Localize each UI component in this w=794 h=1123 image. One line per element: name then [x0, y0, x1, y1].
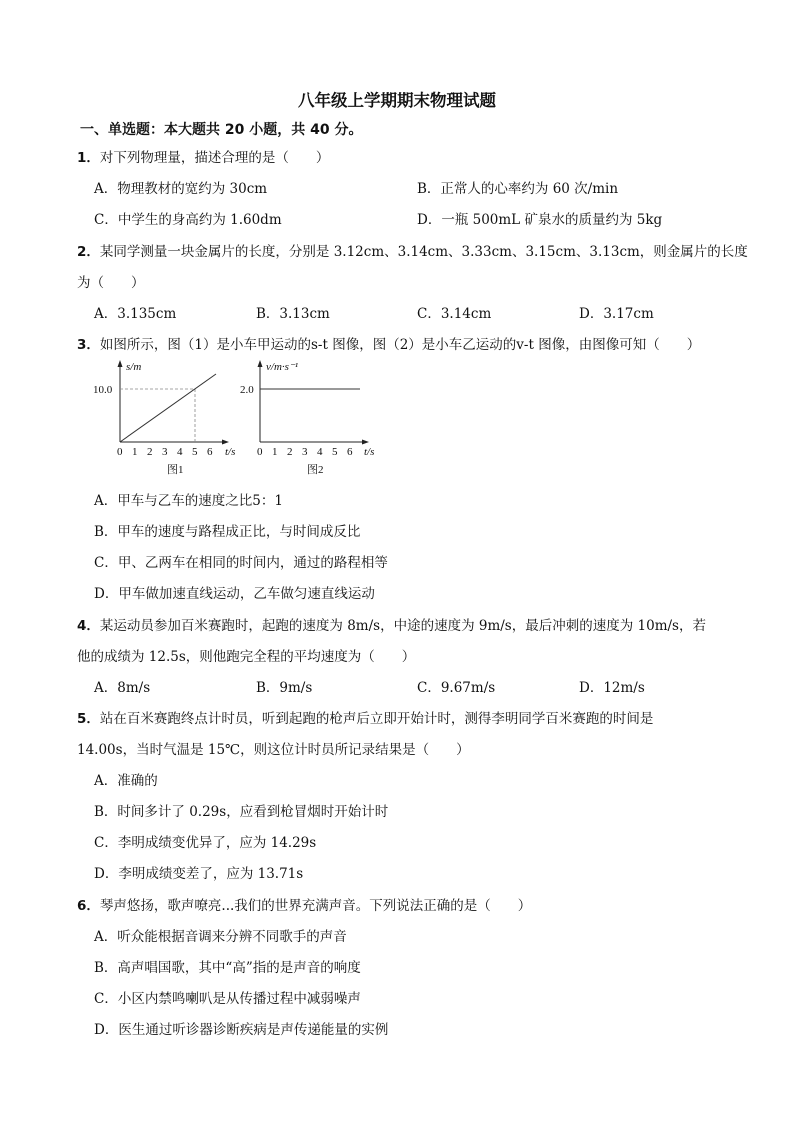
vt-x-tick: 1: [272, 446, 278, 458]
q6-option-b: B．高声唱国歌，其中“高”指的是声音的响度: [94, 960, 361, 976]
st-x-tick: 5: [192, 446, 198, 458]
st-x-label: t/s: [225, 446, 236, 458]
question-4-stem: [77, 614, 706, 634]
vt-y-arrow: [258, 360, 263, 367]
question-5-stem: [77, 707, 653, 727]
vt-graph: [240, 360, 374, 476]
vt-x-arrow: [362, 440, 369, 445]
q5-option-c: C．李明成绩变优异了，应为 14.29s: [94, 835, 317, 851]
vt-x-tick: 5: [332, 446, 338, 458]
q2-option-a: A．3.135cm: [94, 306, 177, 322]
question-text: 琴声悠扬，歌声嘹亮...我们的世界充满声音。下列说法正确的是（ ）: [99, 898, 532, 914]
st-x-tick: 2: [147, 446, 153, 458]
q5-option-a: A．准确的: [94, 773, 158, 789]
st-caption: 图1: [167, 464, 184, 476]
question-text: 某同学测量一块金属片的长度，分别是 3.12cm、3.14cm、3.33cm、3.15cm、3.13cm，则金属片的长度: [99, 244, 748, 260]
question-text: 某运动员参加百米赛跑时，起跑的速度为 8m/s，中途的速度为 9m/s，最后冲刺的速度为 10m/s，若: [99, 618, 706, 634]
st-y-tick: 10.0: [93, 384, 113, 396]
st-x-arrow: [222, 440, 229, 445]
q3-option-a: A．甲车与乙车的速度之比5：1: [94, 493, 283, 509]
vt-x-tick: 4: [317, 446, 323, 458]
question-number: 6．: [77, 898, 100, 914]
q6-option-a: A．听众能根据音调来分辨不同歌手的声音: [94, 929, 347, 945]
question-text: 站在百米赛跑终点计时员，听到起跑的枪声后立即开始计时，测得李明同学百米赛跑的时间是: [99, 711, 654, 727]
question-number: 1．: [77, 150, 100, 166]
q1-option-b: B．正常人的心率约为 60 次/min: [417, 181, 619, 197]
q1-option-d: D．一瓶 500mL 矿泉水的质量约为 5kg: [417, 212, 663, 228]
st-x-tick: 3: [162, 446, 168, 458]
q4-option-c: C．9.67m/s: [417, 680, 496, 696]
st-x-tick: 1: [132, 446, 138, 458]
vt-y-tick: 2.0: [240, 384, 254, 396]
vt-x-tick: 2: [287, 446, 293, 458]
vt-y-label: v/m·s⁻¹: [266, 361, 299, 373]
question-4-stem-cont: 他的成绩为 12.5s，则他跑完全程的平均速度为（ ）: [77, 649, 416, 665]
q2-option-c: C．3.14cm: [417, 306, 492, 322]
question-6-stem: [77, 894, 531, 914]
motion-graphs-figure: [90, 354, 390, 479]
question-2-stem: [77, 240, 748, 260]
question-3-stem: [77, 333, 700, 353]
question-number: 2．: [77, 244, 100, 260]
q5-option-d: D．李明成绩变差了，应为 13.71s: [94, 866, 304, 882]
q2-option-b: B．3.13cm: [256, 306, 330, 322]
question-number: 5．: [77, 711, 100, 727]
vt-x-label: t/s: [364, 446, 375, 458]
q3-option-c: C．甲、乙两车在相同的时间内，通过的路程相等: [94, 555, 388, 571]
q2-option-d: D．3.17cm: [579, 306, 654, 322]
question-text: 如图所示，图（1）是小车甲运动的s-t 图像，图（2）是小车乙运动的v-t 图像，由图像可知（ ）: [99, 337, 701, 353]
st-y-arrow: [118, 360, 123, 367]
vt-x-tick: 6: [347, 446, 353, 458]
q6-option-c: C．小区内禁鸣喇叭是从传播过程中减弱噪声: [94, 991, 361, 1007]
question-5-stem-cont: 14.00s，当时气温是 15℃，则这位计时员所记录结果是（ ）: [77, 742, 470, 758]
vt-x-tick: 3: [302, 446, 308, 458]
vt-caption: 图2: [307, 464, 324, 476]
question-number: 3．: [77, 337, 100, 353]
st-x-tick: 4: [177, 446, 183, 458]
q3-option-d: D．甲车做加速直线运动，乙车做匀速直线运动: [94, 586, 375, 602]
page-title: 八年级上学期期末物理试题: [298, 91, 496, 110]
st-x-ticks: [117, 446, 213, 458]
q4-option-d: D．12m/s: [579, 680, 645, 696]
question-number: 4．: [77, 618, 100, 634]
q1-option-c: C．中学生的身高约为 1.60dm: [94, 212, 282, 228]
q4-option-a: A．8m/s: [94, 680, 151, 696]
st-x-tick: 0: [117, 446, 123, 458]
st-x-tick: 6: [207, 446, 213, 458]
st-graph: [93, 360, 235, 476]
q6-option-d: D．医生通过听诊器诊断疾病是声传递能量的实例: [94, 1022, 389, 1038]
vt-x-ticks: [257, 446, 353, 458]
section-heading: 一、单选题：本大题共 20 小题，共 40 分。: [80, 122, 363, 138]
st-y-label: s/m: [126, 361, 142, 373]
q5-option-b: B．时间多计了 0.29s，应看到枪冒烟时开始计时: [94, 804, 389, 820]
q3-option-b: B．甲车的速度与路程成正比，与时间成反比: [94, 524, 361, 540]
q4-option-b: B．9m/s: [256, 680, 313, 696]
st-data-line: [120, 374, 216, 442]
vt-x-tick: 0: [257, 446, 263, 458]
question-2-stem-cont: 为（ ）: [77, 275, 145, 291]
question-1-stem: [77, 146, 329, 166]
question-text: 对下列物理量，描述合理的是（ ）: [99, 150, 330, 166]
q1-option-a: A．物理教材的宽约为 30cm: [94, 181, 268, 197]
